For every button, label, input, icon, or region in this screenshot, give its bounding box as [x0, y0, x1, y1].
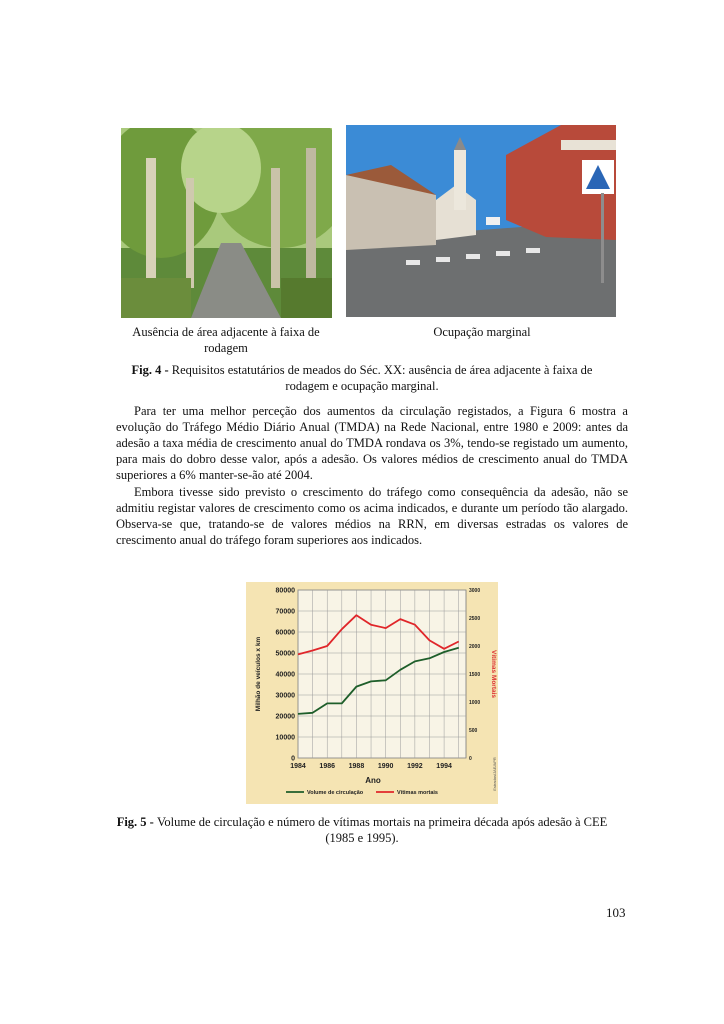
- figure5-caption: [110, 814, 614, 846]
- traffic-fatalities-chart: [246, 582, 498, 804]
- y2-tick-label: 2500: [469, 616, 481, 622]
- figure4-caption: [110, 362, 614, 394]
- figure4-left-caption: Ausência de área adjacente à faixa de rodagem: [132, 325, 320, 355]
- y2-tick-label: 0: [469, 756, 472, 762]
- y-tick-label: 60000: [275, 629, 295, 637]
- y-tick-label: 70000: [275, 608, 295, 616]
- chart-svg: [246, 582, 498, 804]
- chart-source-note: Estradas/JAE/APR: [492, 757, 497, 791]
- y2-tick-label: 1000: [469, 700, 481, 706]
- x-tick-label: 1984: [290, 763, 306, 770]
- figure4-label: Fig. 4 -: [131, 363, 172, 377]
- x-tick-label: 1988: [348, 763, 365, 770]
- legend-label-1: Vítimas mortais: [397, 790, 438, 796]
- y-tick-label: 80000: [275, 587, 295, 595]
- body-paragraph-2: Embora tivesse sido previsto o crescimento do tráfego como consequência da adesão, não se admitiu registar valores de crescimento como os acima indicados, e durante um período tão alargado. Observa-se que, tratando-se de valores médios na RRN, em diversas estradas os valores de crescimento anual do tráfego foram superiores aos indicados.: [116, 485, 628, 547]
- page-number: 103: [606, 905, 626, 920]
- figure5-text: Volume de circulação e número de vítimas mortais na primeira década após adesão à CEE (1985 e 1995).: [156, 815, 608, 845]
- y-tick-label: 10000: [275, 734, 295, 742]
- y2-tick-label: 1500: [469, 672, 481, 678]
- chart-xlabel: Ano: [365, 776, 381, 785]
- y-tick-label: 40000: [275, 671, 295, 679]
- y2-tick-label: 500: [469, 728, 478, 734]
- y-tick-label: 20000: [275, 713, 295, 721]
- figure4-right-caption: Ocupação marginal: [433, 325, 531, 339]
- y2-tick-label: 3000: [469, 588, 481, 594]
- y-tick-label: 0: [291, 755, 295, 763]
- legend-label-0: Volume de circulação: [307, 790, 364, 796]
- chart-y2label: Vítimas Mortais: [490, 649, 497, 699]
- chart-ylabel: Milhão de veículos x km: [255, 636, 262, 712]
- y-tick-label: 50000: [275, 650, 295, 658]
- figure4-text: Requisitos estatutários de meados do Séc. XX: ausência de área adjacente à faixa de rodagem e ocupação marginal.: [171, 363, 593, 393]
- photo-tree-lined-road: [121, 128, 332, 318]
- photo-marginal-occupation: [346, 125, 616, 317]
- x-tick-label: 1992: [407, 763, 423, 770]
- y2-tick-label: 2000: [469, 644, 481, 650]
- y-tick-label: 30000: [275, 692, 295, 700]
- x-tick-label: 1986: [319, 763, 336, 770]
- x-tick-label: 1990: [377, 763, 394, 770]
- x-tick-label: 1994: [436, 763, 452, 770]
- figure5-label: Fig. 5 -: [116, 815, 157, 829]
- body-paragraph-1: Para ter uma melhor perceção dos aumentos da circulação registados, a Figura 6 mostra a evolução do Tráfego Médio Diário Anual (TMDA) na Rede Nacional, entre 1980 e 2009: antes da adesão a taxa média de crescimento anual do TMDA rondava os 3%, tendo-se registado um aumento, para mais do dobro desse valor, após a adesão. Os valores médios de crescimento anual do TMDA superiores a 6% manter-se-ão até 2004.: [116, 404, 628, 482]
